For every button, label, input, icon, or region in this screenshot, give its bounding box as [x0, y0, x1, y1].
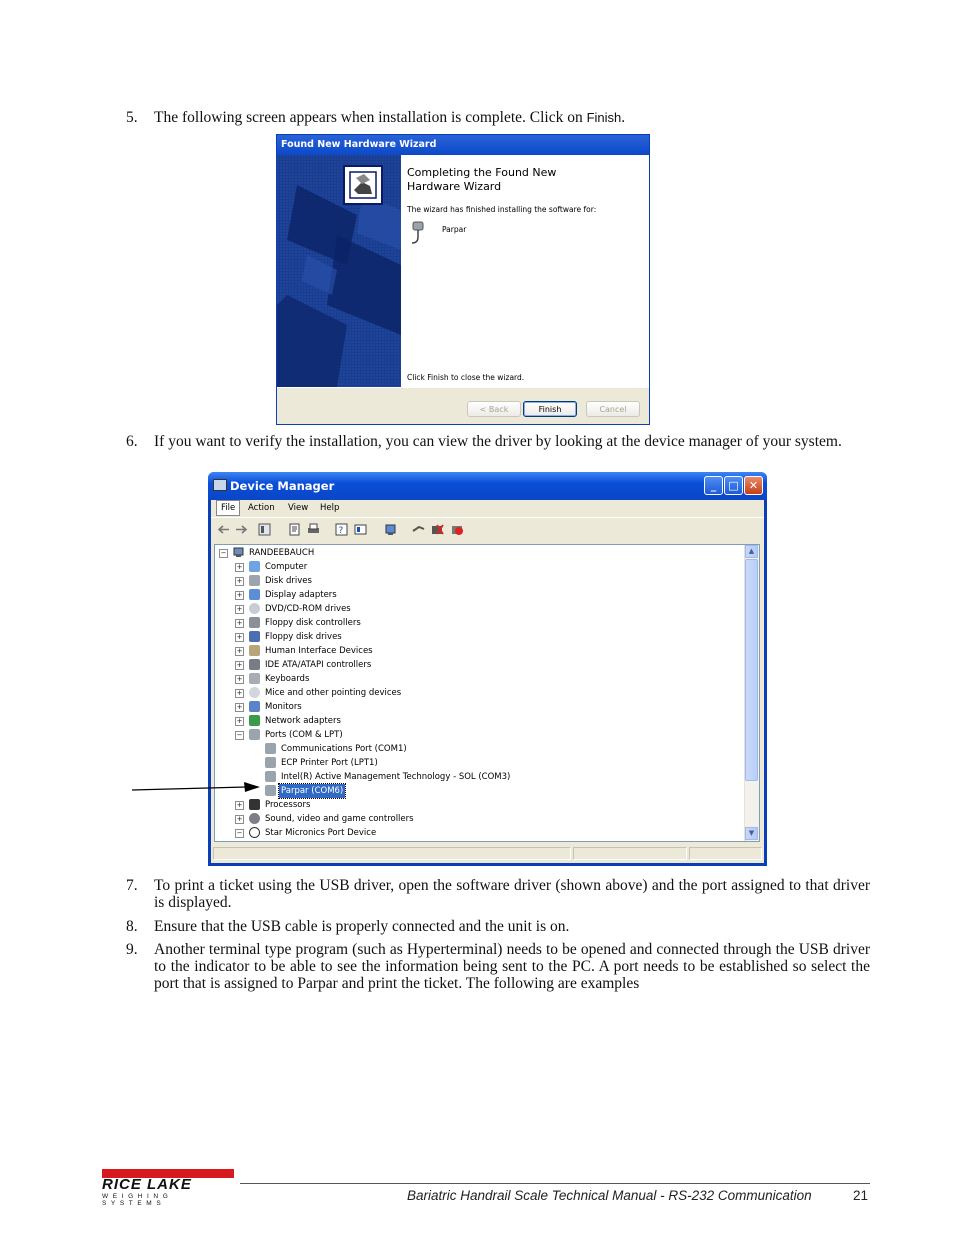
processor-icon [249, 799, 260, 810]
serial-port-icon [265, 743, 276, 754]
device-tree: − RANDEEBAUCH + Computer + Disk drives + Display adapters + DVD/CD-ROM drives + Floppy disk controllers + Floppy disk drives + Human Interface Devices + IDE ATA/ATAPI controllers + Keyboards + Mice and other pointing devices + Monitors + Network adapters − Ports (COM & LPT) Communications Port (COM1) ECP Printer Port (LPT1) Intel(R) Active Management Technology - SOL (COM3) Parpar (COM6) + Processors + Sound, video and game controllers − Star Micronics Port Device ▲ ▼ [214, 544, 760, 842]
printer-port-icon [265, 757, 276, 768]
device-manager-client [211, 500, 764, 863]
mouse-icon [249, 687, 260, 698]
category-label: Ports (COM & LPT) [265, 730, 343, 740]
status-bar [211, 845, 764, 863]
step-text: Another terminal type program (such as Hyperterminal) needs to be opened and connected through the USB driver to the indicator to be able to see the information being sent to the PC. A port needs to be established so select the port that is assigned to Parpar and print the ticket. The following are examples [154, 941, 870, 992]
device-manager-window [208, 472, 767, 866]
wizard-heading-line2: Hardware Wizard [407, 180, 502, 193]
category-label: Mice and other pointing devices [265, 688, 402, 698]
step-text: If you want to verify the installation, you can view the driver by looking at the device manager of your system. [154, 433, 842, 450]
menu-bar [211, 500, 764, 517]
footer-rule [240, 1183, 870, 1184]
step-text-suffix: . [621, 109, 626, 126]
pointer-arrow-icon [130, 778, 262, 798]
category-label: Floppy disk controllers [265, 618, 361, 628]
step-number: 5. [126, 109, 138, 126]
hid-icon [249, 645, 260, 656]
wizard-close-text: Click Finish to close the wizard. [407, 373, 525, 382]
page-number: 21 [852, 1188, 868, 1203]
menu-action[interactable]: Action [248, 503, 275, 513]
monitor-icon [249, 701, 260, 712]
category-label: Keyboards [265, 674, 310, 684]
port-label: Intel(R) Active Management Technology - SOL (COM3) [281, 772, 511, 782]
sound-icon [249, 813, 260, 824]
disk-drive-icon [249, 575, 260, 586]
dvd-drive-icon [249, 603, 260, 614]
category-label: Processors [265, 800, 311, 810]
hardware-wizard-icon [343, 165, 383, 205]
step-number: 7. [126, 877, 138, 894]
close-icon[interactable]: ✕ [744, 476, 763, 495]
update-driver-icon[interactable] [412, 523, 425, 536]
port-label: Communications Port (COM1) [281, 744, 407, 754]
tree-root-label: RANDEEBAUCH [249, 548, 315, 558]
display-adapter-icon [249, 589, 260, 600]
wizard-heading [407, 166, 556, 194]
logo-sub-text: WEIGHING SYSTEMS [102, 1193, 173, 1207]
forward-arrow-icon[interactable] [235, 523, 248, 536]
uninstall-device-icon[interactable] [451, 523, 464, 536]
help-icon[interactable] [335, 523, 348, 536]
category-label: Sound, video and game controllers [265, 814, 414, 824]
computer-category-icon [249, 561, 260, 572]
usb-icon [249, 827, 260, 838]
device-manager-icon [213, 479, 227, 491]
category-label: Network adapters [265, 716, 341, 726]
category-label: Human Interface Devices [265, 646, 373, 656]
serial-port-icon [265, 771, 276, 782]
computer-icon [233, 547, 244, 558]
category-label: Display adapters [265, 590, 337, 600]
found-new-hardware-wizard [276, 134, 650, 425]
category-label: DVD/CD-ROM drives [265, 604, 351, 614]
minimize-icon[interactable]: _ [704, 476, 723, 495]
floppy-controller-icon [249, 617, 260, 628]
back-button[interactable]: < Back [467, 401, 521, 417]
serial-port-icon [265, 785, 276, 796]
vertical-scrollbar[interactable] [744, 545, 759, 841]
menu-help[interactable]: Help [320, 503, 340, 513]
wizard-side-panel [277, 155, 401, 387]
step-text-main: The following screen appears when installation is complete. Click on [154, 109, 587, 126]
wizard-title-bar: Found New Hardware Wizard [277, 135, 649, 155]
finish-button[interactable]: Finish [523, 401, 577, 417]
category-label: Star Micronics Port Device [265, 828, 377, 838]
wizard-button-bar [277, 387, 649, 425]
port-icon [249, 729, 260, 740]
network-adapter-icon [249, 715, 260, 726]
up-level-icon[interactable] [258, 523, 271, 536]
category-label: IDE ATA/ATAPI controllers [265, 660, 372, 670]
menu-view[interactable]: View [288, 503, 309, 513]
step-text: Ensure that the USB cable is properly connected and the unit is on. [154, 918, 570, 935]
step-text [154, 109, 870, 126]
menu-file[interactable]: File [216, 500, 240, 516]
back-arrow-icon[interactable] [217, 523, 230, 536]
svg-text:?: ? [338, 526, 344, 536]
step-number: 8. [126, 918, 138, 935]
step-text: To print a ticket using the USB driver, open the software driver (shown above) and the port assigned to that driver is displayed. [154, 877, 870, 911]
keyboard-icon [249, 673, 260, 684]
logo-main-text: RICE LAKE [102, 1176, 192, 1193]
step-number: 6. [126, 433, 138, 450]
category-label: Monitors [265, 702, 302, 712]
floppy-drive-icon [249, 631, 260, 642]
scroll-down-icon[interactable]: ▼ [745, 827, 758, 840]
port-label: ECP Printer Port (LPT1) [281, 758, 378, 768]
disable-device-icon[interactable] [431, 523, 444, 536]
window-title: Device Manager [230, 479, 335, 493]
scan-hardware-icon[interactable] [384, 523, 397, 536]
scroll-thumb[interactable] [745, 559, 758, 781]
category-label: Computer [265, 562, 308, 572]
maximize-icon[interactable]: □ [724, 476, 743, 495]
wizard-heading-line1: Completing the Found New [407, 166, 557, 179]
finish-ref: Finish [586, 110, 622, 125]
port-label-selected: Parpar (COM6) [281, 786, 344, 796]
scroll-up-icon[interactable]: ▲ [745, 545, 758, 558]
print-icon[interactable] [307, 523, 320, 536]
wizard-device-name: Parpar [442, 225, 467, 234]
serial-port-icon [409, 221, 427, 245]
cancel-button[interactable]: Cancel [586, 401, 640, 417]
ide-controller-icon [249, 659, 260, 670]
footer-manual-title: Bariatric Handrail Scale Technical Manual - RS-232 Communication [407, 1188, 812, 1203]
step-number: 9. [126, 941, 138, 958]
toolbar [211, 517, 764, 542]
category-label: Disk drives [265, 576, 312, 586]
wizard-finished-text: The wizard has finished installing the software for: [407, 205, 597, 214]
properties-icon[interactable] [288, 523, 301, 536]
category-label: Floppy disk drives [265, 632, 342, 642]
wizard-body [277, 155, 649, 387]
toggle-view-icon[interactable] [354, 523, 367, 536]
device-manager-title-bar [208, 472, 767, 500]
